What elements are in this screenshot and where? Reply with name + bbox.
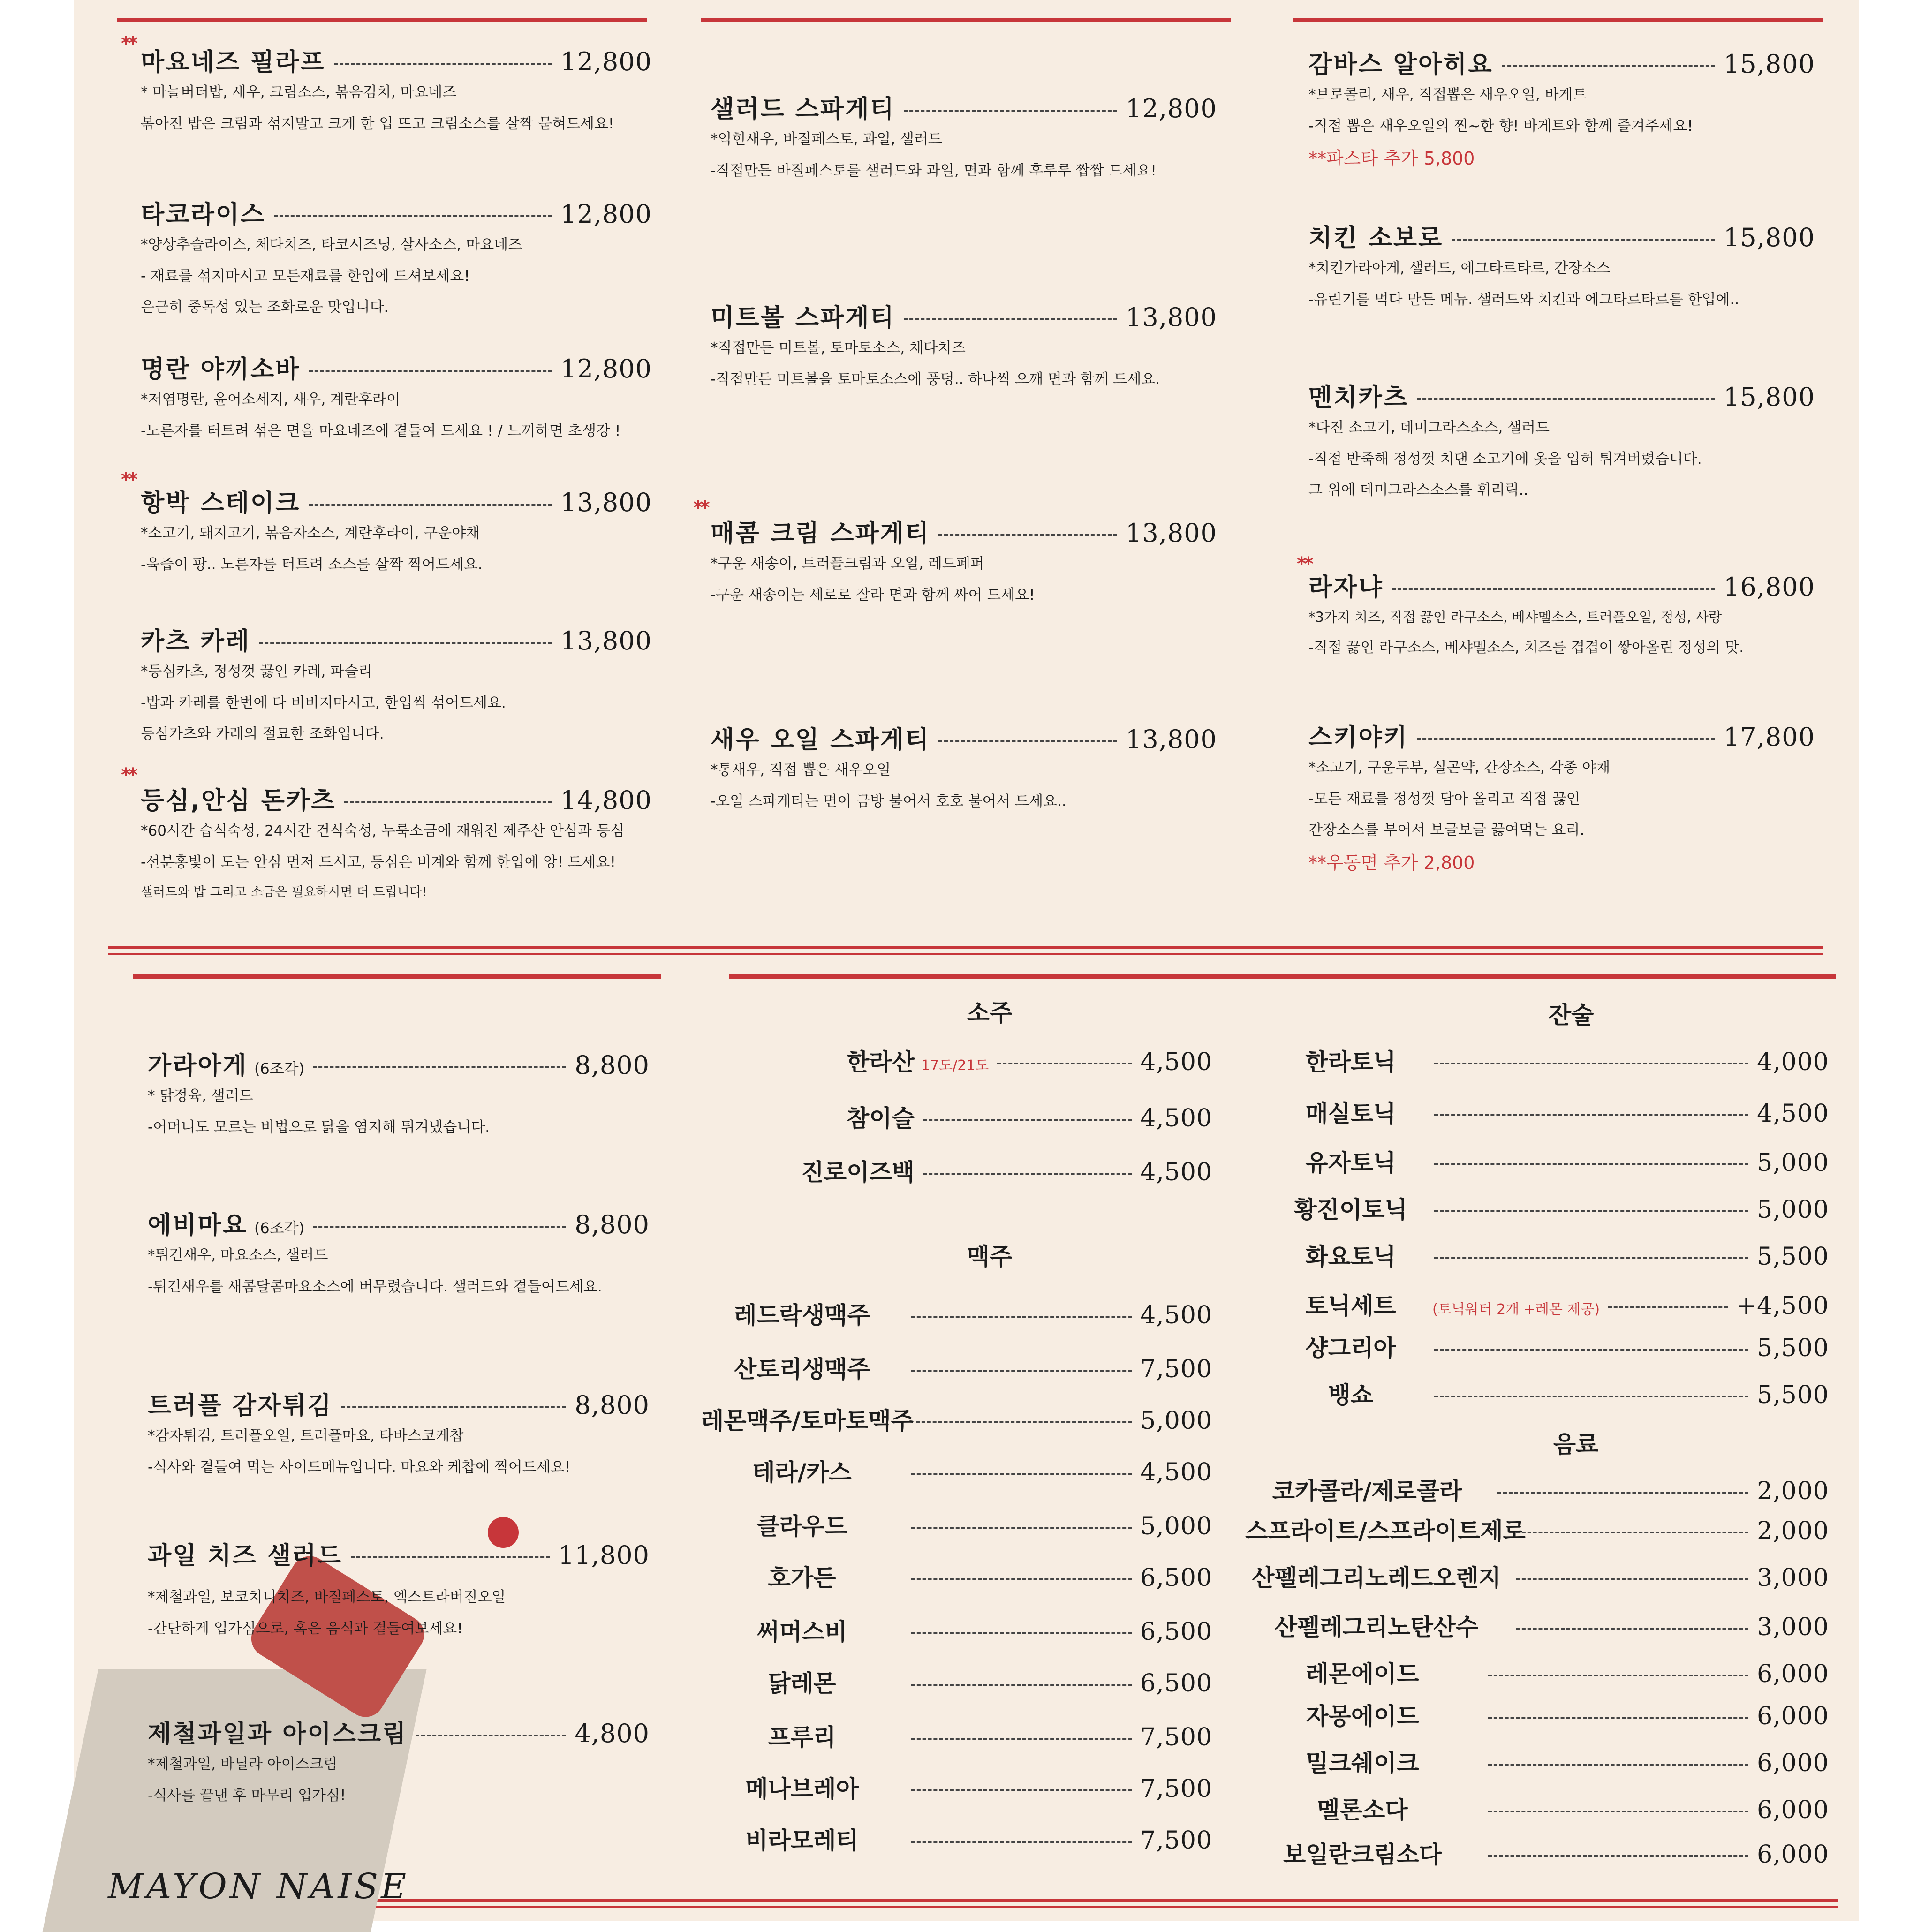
drink-row: [701, 1665, 1212, 1698]
signature-mark: **: [121, 764, 135, 786]
item-extra-option: **파스타 추가 5,800: [1308, 148, 1475, 169]
drink-name: 화요토닉: [1305, 1243, 1396, 1270]
column-rule: [133, 974, 661, 979]
item-tip: - 재료를 섞지마시고 모든재료를 한입에 드셔보세요!: [141, 267, 470, 285]
leader-dots: [1608, 1306, 1728, 1308]
item-ingredients: *직접만든 미트볼, 토마토소스, 체다치즈: [711, 340, 966, 356]
item-price: 12,800: [560, 47, 652, 76]
leader-dots: [341, 1406, 567, 1408]
menu-item: [711, 89, 1217, 194]
leader-dots: [1516, 1578, 1748, 1580]
item-tip: 그 위에 데미그라스소스를 휘리릭..: [1308, 482, 1528, 499]
menu-item: [148, 1536, 650, 1652]
drink-row: [1245, 1698, 1829, 1731]
leader-dots: [938, 534, 1117, 536]
drink-name: 참이슬: [847, 1105, 915, 1132]
drink-note: (토닉워터 2개 +레몬 제공): [1432, 1301, 1600, 1318]
leader-dots: [1434, 1396, 1748, 1397]
item-tip: 은근히 중독성 있는 조화로운 맛입니다.: [141, 299, 389, 316]
drink-price: 7,500: [1140, 1355, 1212, 1383]
item-price: 13,800: [560, 626, 652, 656]
leader-dots: [916, 1421, 1132, 1423]
leader-dots: [911, 1841, 1132, 1843]
drink-name: 진로이즈백: [801, 1159, 915, 1186]
drink-price: 4,500: [1140, 1158, 1212, 1186]
item-tip: -육즙이 팡.. 노른자를 터트려 소스를 살짝 찍어드세요.: [141, 556, 483, 573]
section-title-glass: 잔술: [1548, 1002, 1594, 1029]
drink-row: [701, 1822, 1212, 1856]
item-name: 항박 스테이크: [141, 489, 301, 517]
drink-row: [701, 1719, 1212, 1752]
menu-item: [148, 1714, 650, 1819]
column-rule: [701, 18, 1231, 22]
item-ingredients: * 마늘버터밥, 새우, 크림소스, 볶음김치, 마요네즈: [141, 84, 457, 101]
drink-price: 6,000: [1757, 1660, 1829, 1688]
leader-dots: [997, 1063, 1132, 1064]
drink-row: [701, 1297, 1212, 1330]
drink-price: 5,000: [1140, 1512, 1212, 1540]
drink-name: 써머스비: [756, 1618, 847, 1645]
drink-name: 산토리생맥주: [734, 1356, 870, 1383]
item-tip: -선분홍빛이 도는 안심 먼저 드시고, 등심은 비계와 함께 한입에 앙! 드세요!: [141, 853, 616, 871]
drink-name: 호가든: [768, 1564, 836, 1592]
section-divider: [108, 953, 1823, 955]
drink-price: 5,000: [1140, 1407, 1212, 1435]
item-name: 등심,안심 돈카츠: [141, 787, 336, 815]
menu-item: [141, 195, 652, 331]
item-name-text: 가라아게: [148, 1052, 248, 1080]
item-price: 12,800: [560, 354, 652, 384]
drink-price: 4,500: [1140, 1458, 1212, 1487]
drink-price: 4,500: [1757, 1100, 1829, 1128]
leader-dots: [274, 215, 552, 217]
section-title-soju: 소주: [967, 999, 1013, 1026]
menu-item: [711, 298, 1217, 403]
item-tip: -직접만든 미트볼을 토마토소스에 풍덩.. 하나씩 으깨 면과 함께 드세요.: [711, 370, 1160, 388]
menu-item: [141, 349, 652, 454]
menu-item: [1308, 45, 1815, 184]
item-ingredients: *치킨가라아게, 샐러드, 에그타르타르, 간장소스: [1308, 260, 1611, 277]
item-name: 샐러드 스파게티: [711, 95, 895, 123]
leader-dots: [1417, 738, 1715, 740]
drink-row: [1245, 1791, 1829, 1825]
menu-item: [141, 42, 652, 147]
drink-name: 토닉세트: [1305, 1292, 1396, 1320]
drink-price: 5,000: [1757, 1196, 1829, 1224]
drink-name: 자몽에이드: [1306, 1703, 1419, 1730]
drink-price: 4,500: [1140, 1048, 1212, 1076]
drink-price: 4,000: [1757, 1048, 1829, 1076]
leader-dots: [313, 1066, 566, 1068]
drink-row: [1245, 1744, 1829, 1778]
item-tip: -식사를 끝낸 후 마무리 입가심!: [148, 1787, 346, 1804]
item-price: 8,800: [575, 1390, 650, 1420]
item-name: 매콤 크림 스파게티: [711, 520, 930, 548]
item-name: 새우 오일 스파게티: [711, 726, 930, 754]
brand-logo: MAYON NAISE: [108, 1866, 409, 1907]
item-price: 13,800: [560, 488, 652, 517]
leader-dots: [1488, 1855, 1748, 1857]
item-price: 4,800: [575, 1719, 650, 1748]
menu-item: [141, 781, 652, 915]
item-ingredients: *감자튀김, 트러플오일, 트러플마요, 타바스코케찹: [148, 1427, 464, 1444]
item-tip: 볶아진 밥은 크림과 섞지말고 크게 한 입 뜨고 크림소스를 살짝 묻혀드세요!: [141, 115, 614, 132]
item-ingredients: *브로콜리, 새우, 직접뽑은 새우오일, 바게트: [1308, 86, 1587, 103]
drink-row: [1245, 1472, 1829, 1506]
item-tip: -간단하게 입가심으로, 혹은 음식과 곁들여보세요!: [148, 1620, 463, 1637]
footer-rule: [347, 1899, 1838, 1902]
item-ingredients: *제철과일, 바닐라 아이스크림: [148, 1756, 338, 1773]
item-portion: (6조각): [254, 1219, 305, 1237]
leader-dots: [1434, 1063, 1748, 1064]
item-price: 8,800: [575, 1050, 650, 1080]
item-price: 15,800: [1724, 49, 1815, 79]
drink-row: [1276, 1191, 1829, 1225]
item-price: 8,800: [575, 1210, 650, 1239]
leader-dots: [911, 1632, 1132, 1634]
drink-row: [1276, 1238, 1829, 1272]
item-ingredients: *튀긴새우, 마요소스, 샐러드: [148, 1247, 328, 1264]
item-price: 12,800: [560, 199, 652, 229]
drink-price: 4,500: [1140, 1301, 1212, 1329]
drink-row: [701, 1770, 1212, 1804]
drink-name: 한라토닉: [1305, 1049, 1396, 1076]
drink-row: [1276, 1329, 1829, 1363]
leader-dots: [911, 1684, 1132, 1686]
item-price: 13,800: [1126, 302, 1217, 332]
item-tip: -튀긴새우를 새콤달콤마요소스에 버무렸습니다. 샐러드와 곁들여드세요.: [148, 1278, 602, 1295]
drink-price: 3,000: [1757, 1564, 1829, 1592]
section-title-beer: 맥주: [967, 1243, 1013, 1270]
drink-price: 4,500: [1140, 1104, 1212, 1132]
drink-name: 스프라이트/스프라이트제로: [1245, 1517, 1526, 1545]
drink-name: 레드락생맥주: [734, 1302, 870, 1329]
menu-item: [141, 483, 652, 588]
leader-dots: [911, 1527, 1132, 1529]
leader-dots: [1497, 1492, 1748, 1494]
column-rule: [117, 18, 647, 22]
drink-price: 5,500: [1757, 1243, 1829, 1271]
section-divider: [108, 946, 1823, 949]
drink-price: 5,000: [1757, 1149, 1829, 1177]
item-name: 감바스 알아히요: [1308, 51, 1493, 79]
leader-dots: [904, 318, 1117, 320]
drink-name: 닭레몬: [768, 1670, 836, 1697]
leader-dots: [351, 1556, 550, 1558]
leader-dots: [334, 63, 552, 65]
leader-dots: [1488, 1811, 1748, 1812]
drink-name: 코카콜라/제로콜라: [1272, 1478, 1462, 1505]
item-ingredients: *소고기, 돼지고기, 볶음자소스, 계란후라이, 구운야채: [141, 525, 480, 542]
drink-row: [701, 1351, 1212, 1384]
item-tip: -직접 반죽해 정성껏 치댄 소고기에 옷을 입혀 튀겨버렸습니다.: [1308, 450, 1702, 468]
leader-dots: [911, 1738, 1132, 1740]
drink-name: 산펠레그리노레드오렌지: [1252, 1564, 1501, 1592]
item-name: 과일 치즈 샐러드: [148, 1542, 342, 1570]
item-extra-option: **우동면 추가 2,800: [1308, 852, 1475, 873]
section-title-drinks: 음료: [1553, 1431, 1599, 1458]
item-name: [148, 1205, 304, 1240]
menu-item: [1308, 218, 1815, 323]
drink-row: [1245, 1608, 1829, 1642]
item-ingredients: *소고기, 구운두부, 실곤약, 간장소스, 각종 야채: [1308, 759, 1611, 776]
drink-note: 17도/21도: [921, 1057, 989, 1074]
drink-name: 매실토닉: [1305, 1100, 1396, 1127]
item-ingredients: *다진 소고기, 데미그라스소스, 샐러드: [1308, 419, 1550, 436]
drink-price: +4,500: [1736, 1292, 1829, 1320]
drink-row: [701, 1454, 1212, 1487]
drink-price: 3,000: [1757, 1613, 1829, 1641]
item-tip: -노른자를 터트려 섞은 면을 마요네즈에 곁들여 드세요 ! / 느끼하면 초생강 !: [141, 422, 621, 439]
leader-dots: [313, 1226, 566, 1228]
drink-price: 6,500: [1140, 1669, 1212, 1698]
item-name: 제철과일과 아이스크림: [148, 1720, 408, 1748]
footer-rule: [347, 1906, 1838, 1908]
item-name: 미트볼 스파게티: [711, 304, 895, 332]
drink-price: 7,500: [1140, 1723, 1212, 1751]
item-tip: -구운 새송이는 세로로 잘라 면과 함께 싸어 드세요!: [711, 586, 1035, 604]
drink-row: [713, 1100, 1212, 1133]
drink-name: 클라우드: [756, 1513, 847, 1540]
item-price: 15,800: [1724, 382, 1815, 412]
drink-name: 밀크쉐이크: [1306, 1750, 1419, 1777]
leader-dots: [1488, 1675, 1748, 1676]
leader-dots: [344, 801, 552, 803]
leader-dots: [309, 370, 552, 372]
item-price: 14,800: [560, 785, 652, 815]
item-tip: 샐러드와 밥 그리고 소금은 필요하시면 더 드립니다!: [141, 885, 427, 900]
drink-name: 한라산: [847, 1049, 915, 1076]
signature-mark: **: [1297, 553, 1311, 575]
item-ingredients: *제철과일, 보코치니치즈, 바질페스토, 엑스트라버진오일: [148, 1589, 506, 1606]
leader-dots: [259, 642, 552, 644]
menu-item: [711, 513, 1217, 619]
drink-name: 메나브레아: [745, 1775, 859, 1803]
drink-row: [713, 1154, 1212, 1187]
menu-item: [148, 1386, 650, 1491]
item-name: 트러플 감자튀김: [148, 1392, 333, 1420]
leader-dots: [1488, 1764, 1748, 1766]
leader-dots: [1434, 1349, 1748, 1351]
item-ingredients: *구운 새송이, 트러플크림과 오일, 레드페퍼: [711, 555, 984, 572]
leader-dots: [1516, 1532, 1748, 1533]
leader-dots: [309, 504, 552, 506]
drink-name: 산펠레그리노탄산수: [1274, 1614, 1479, 1641]
drink-price: 7,500: [1140, 1826, 1212, 1855]
drink-price: 6,500: [1140, 1564, 1212, 1592]
item-ingredients: *양상추슬라이스, 체다치즈, 타코시즈닝, 살사소스, 마요네즈: [141, 236, 522, 253]
drink-row: [1245, 1836, 1829, 1870]
item-name: 카츠 카레: [141, 627, 251, 656]
item-tip: -식사와 곁들여 먹는 사이드메뉴입니다. 마요와 케찹에 찍어드세요!: [148, 1458, 571, 1476]
item-name: 스키야키: [1308, 724, 1408, 752]
item-price: 16,800: [1724, 572, 1815, 602]
item-ingredients: *통새우, 직접 뽑은 새우오일: [711, 762, 891, 778]
item-tip: 간장소스를 부어서 보글보글 끓여먹는 요리.: [1308, 822, 1585, 839]
signature-mark: **: [693, 497, 707, 519]
menu-item: [141, 621, 652, 758]
drink-name: 레몬에이드: [1306, 1660, 1419, 1688]
drink-name: 뱅쇼: [1328, 1381, 1374, 1409]
menu-item: [1308, 377, 1815, 514]
drink-name: 멜론소다: [1317, 1796, 1408, 1824]
drink-price: 6,500: [1140, 1618, 1212, 1646]
item-tip: -직접 끓인 라구소스, 베샤멜소스, 치즈를 겹겹이 쌓아올린 정성의 맛.: [1308, 639, 1744, 657]
leader-dots: [904, 110, 1117, 112]
drink-price: 5,500: [1757, 1334, 1829, 1362]
item-tip: -어머니도 모르는 비법으로 닭을 염지해 튀겨냈습니다.: [148, 1118, 490, 1136]
drink-row: [1276, 1376, 1829, 1410]
item-name: 멘치카츠: [1308, 384, 1408, 412]
leader-dots: [416, 1735, 566, 1736]
leader-dots: [1392, 588, 1715, 590]
leader-dots: [938, 740, 1117, 742]
leader-dots: [911, 1370, 1132, 1372]
signature-mark: **: [121, 469, 135, 491]
drink-name: 레몬맥주/토마토맥주: [701, 1407, 914, 1434]
drink-row: [1276, 1144, 1829, 1178]
item-name: 마요네즈 필라프: [141, 48, 325, 76]
drink-row: [1245, 1559, 1829, 1593]
item-price: 15,800: [1724, 223, 1815, 252]
menu-item: [1308, 717, 1815, 889]
drink-row: [1276, 1095, 1829, 1129]
leader-dots: [923, 1173, 1132, 1175]
item-ingredients: *익힌새우, 바질페스토, 과일, 샐러드: [711, 131, 942, 148]
leader-dots: [911, 1473, 1132, 1475]
leader-dots: [1434, 1257, 1748, 1259]
drink-price: 2,000: [1757, 1477, 1829, 1505]
drink-row: [713, 1043, 1212, 1077]
drink-price: 2,000: [1757, 1517, 1829, 1545]
item-ingredients: *60시간 습식숙성, 24시간 건식숙성, 누룩소금에 재워진 제주산 안심과 등심: [141, 823, 625, 839]
leader-dots: [1434, 1163, 1748, 1165]
drink-name: 비라모레티: [745, 1827, 859, 1854]
item-price: 12,800: [1126, 94, 1217, 123]
drink-price: 6,000: [1757, 1702, 1829, 1730]
item-name: 명란 야끼소바: [141, 355, 301, 384]
drink-name: 샹그리아: [1305, 1335, 1396, 1362]
drink-name: 유자토닉: [1305, 1149, 1396, 1177]
item-tip: -유린기를 먹다 만든 메뉴. 샐러드와 치킨과 에그타르타르를 한입에..: [1308, 291, 1739, 308]
leader-dots: [911, 1578, 1132, 1580]
item-tip: -밥과 카레를 한번에 다 비비지마시고, 한입씩 섞어드세요.: [141, 694, 506, 711]
item-tip: -직접 뽑은 새우오일의 찐~한 향! 바게트와 함께 즐겨주세요!: [1308, 117, 1693, 135]
item-ingredients: * 닭정육, 샐러드: [148, 1087, 253, 1104]
item-ingredients: *3가지 치즈, 직접 끓인 라구소스, 베샤멜소스, 트러플오일, 정성, 사랑: [1308, 609, 1722, 625]
item-price: 13,800: [1126, 724, 1217, 754]
drink-row: [701, 1559, 1212, 1593]
drink-row: [1245, 1655, 1829, 1689]
leader-dots: [1434, 1210, 1748, 1212]
leader-dots: [923, 1119, 1132, 1121]
leader-dots: [1417, 398, 1715, 400]
signature-mark: **: [121, 33, 135, 54]
item-name: 치킨 소보로: [1308, 224, 1444, 252]
drink-row: [701, 1402, 1212, 1436]
leader-dots: [911, 1316, 1132, 1318]
item-tip: -오일 스파게티는 면이 금방 불어서 호호 불어서 드세요..: [711, 792, 1066, 810]
leader-dots: [1502, 65, 1715, 67]
leader-dots: [1452, 239, 1715, 241]
menu-item: [711, 720, 1217, 825]
item-tip: -모든 재료를 정성껏 담아 올리고 직접 끓인: [1308, 790, 1581, 808]
drink-row: [1276, 1287, 1829, 1321]
item-ingredients: *저염명란, 윤어소세지, 새우, 계란후라이: [141, 391, 401, 408]
drink-row: [701, 1613, 1212, 1647]
menu-item: [148, 1205, 650, 1310]
drink-row: [1245, 1512, 1829, 1546]
leader-dots: [911, 1789, 1132, 1791]
drink-name: 프루리: [768, 1724, 836, 1751]
drink-price: 6,000: [1757, 1841, 1829, 1869]
item-name-text: 에비마요: [148, 1211, 248, 1239]
column-rule: [1293, 18, 1823, 22]
drink-price: 6,000: [1757, 1796, 1829, 1824]
drink-name: 황진이토닉: [1294, 1196, 1407, 1223]
item-name: 라자냐: [1308, 574, 1384, 602]
drink-name: 테라/카스: [752, 1459, 852, 1486]
column-rule: [729, 974, 1836, 979]
drink-price: 6,000: [1757, 1749, 1829, 1777]
menu-item: [148, 1046, 650, 1151]
leader-dots: [1434, 1114, 1748, 1116]
item-name: 타코라이스: [141, 201, 266, 229]
leader-dots: [1516, 1628, 1748, 1630]
drink-name: 보일란크림소다: [1283, 1841, 1442, 1868]
item-price: 17,800: [1724, 722, 1815, 752]
item-tip: 등심카츠와 카레의 절묘한 조화입니다.: [141, 725, 384, 743]
drink-price: 5,500: [1757, 1381, 1829, 1409]
item-tip: -직접만든 바질페스토를 샐러드와 과일, 면과 함께 후루루 짭짭 드세요!: [711, 162, 1157, 179]
menu-item: [1308, 567, 1815, 672]
item-portion: (6조각): [254, 1060, 305, 1078]
leader-dots: [1488, 1717, 1748, 1719]
item-price: 13,800: [1126, 518, 1217, 548]
drink-row: [701, 1508, 1212, 1541]
item-name: [148, 1046, 304, 1081]
item-ingredients: *등심카츠, 정성껏 끓인 카레, 파슬리: [141, 663, 372, 680]
drink-price: 7,500: [1140, 1775, 1212, 1803]
item-price: 11,800: [558, 1540, 650, 1570]
drink-row: [1276, 1043, 1829, 1077]
